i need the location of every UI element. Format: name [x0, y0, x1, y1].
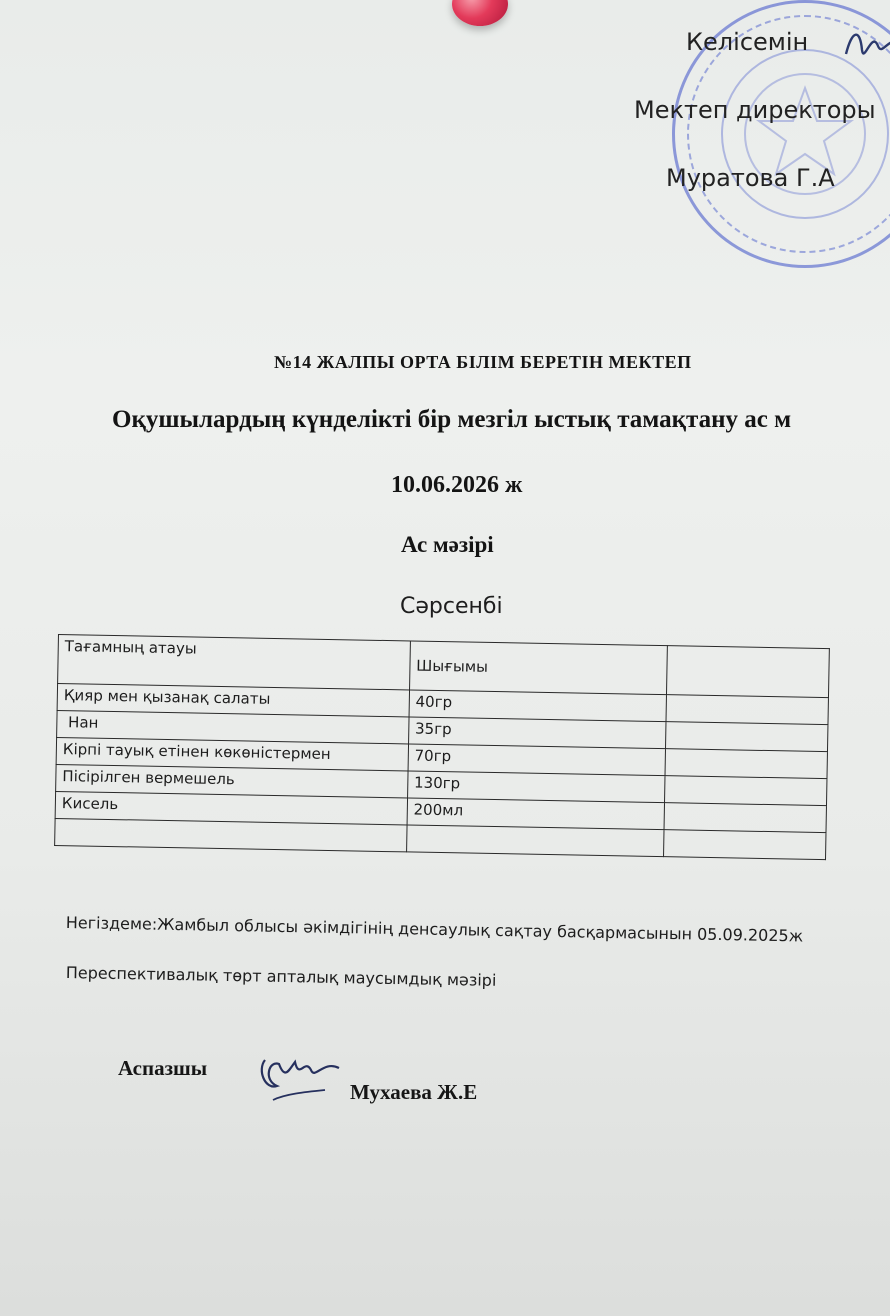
basis-line-2: Переспективалық төрт апталық маусымдық мәзірі — [65, 963, 497, 990]
column-header-yield: Шығымы — [409, 641, 667, 695]
dish-extra — [664, 803, 827, 833]
dish-name: Нан — [57, 710, 409, 743]
school-name: №14 ЖАЛПЫ ОРТА БІЛІМ БЕРЕТІН МЕКТЕП — [274, 352, 692, 372]
dish-name: Кірпі тауық етінен көкөністермен — [56, 737, 408, 770]
dish-extra — [664, 776, 827, 806]
menu-date: 10.06.2026 ж — [391, 472, 523, 498]
director-signature — [842, 20, 890, 70]
dish-yield: 40гр — [409, 690, 666, 722]
document-subtitle: Оқушылардың күнделікті бір мезгіл ыстық тамақтану ас м — [112, 406, 792, 433]
column-header-extra — [666, 646, 829, 698]
dish-extra — [663, 830, 826, 860]
dish-yield: 35гр — [408, 717, 665, 749]
column-header-dish: Тағамның атауы — [58, 635, 411, 690]
dish-yield — [406, 825, 663, 857]
basis-line-1: Негіздеме:Жамбыл облысы әкімдігінің денсаулық сақтау басқармасынын 05.09.2025ж — [65, 913, 804, 946]
dish-name: Қияр мен қызанақ салаты — [57, 684, 409, 717]
approval-line-director-name: Муратова Г.А — [666, 164, 835, 192]
dish-yield: 200мл — [407, 798, 664, 830]
dish-extra — [665, 749, 828, 779]
weekday: Сәрсенбі — [400, 594, 503, 619]
dish-extra — [666, 695, 829, 725]
dish-name: Пісірілген вермешель — [56, 764, 408, 797]
push-pin-icon — [452, 0, 508, 26]
cook-name: Мухаева Ж.Е — [350, 1080, 478, 1104]
approval-line-agreed: Келісемін — [686, 28, 809, 56]
menu-title: Ас мәзірі — [401, 532, 494, 557]
dish-name — [55, 818, 407, 851]
cook-signature — [255, 1040, 345, 1110]
dish-yield: 130гр — [407, 771, 664, 803]
menu-table — [54, 634, 830, 860]
dish-name: Кисель — [55, 791, 407, 824]
dish-extra — [665, 722, 828, 752]
dish-yield: 70гр — [408, 744, 665, 776]
cook-label: Аспазшы — [118, 1056, 208, 1080]
approval-line-position: Мектеп директоры — [634, 96, 876, 124]
